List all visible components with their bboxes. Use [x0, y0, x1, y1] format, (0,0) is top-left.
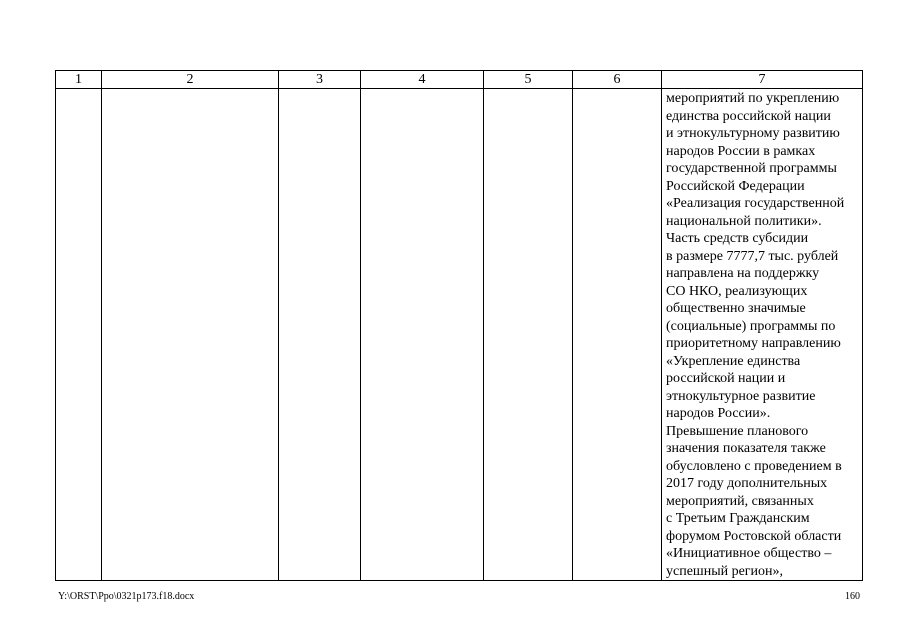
description-line: этнокультурное развитие — [666, 388, 816, 404]
column-header-4: 4 — [361, 71, 484, 89]
description-line: в размере 7777,7 тыс. рублей — [666, 248, 839, 264]
description-line: «Укрепление единства — [666, 353, 801, 369]
description-line: успешный регион», — [666, 563, 784, 579]
column-header-5: 5 — [484, 71, 573, 89]
description-line: обусловлено с проведением в — [666, 458, 842, 474]
description-line: единства российской нации — [666, 108, 831, 124]
table-cell-col-3 — [279, 89, 361, 581]
header-row — [56, 71, 863, 89]
column-header-6: 6 — [573, 71, 662, 89]
footer-file-path: Y:\ORST\Ppo\0321p173.f18.docx — [58, 591, 195, 602]
description-line: 2017 году дополнительных — [666, 476, 828, 491]
description-line: народов России». — [666, 406, 771, 421]
description-line: российской нации и — [666, 371, 786, 386]
column-header-7: 7 — [662, 71, 863, 89]
description-line: национальной политики». — [666, 213, 822, 229]
description-line: Часть средств субсидии — [666, 231, 809, 246]
description-line: с Третьим Гражданским — [666, 511, 810, 526]
description-line: и этнокультурному развитию — [666, 126, 840, 141]
footer-page-number: 160 — [845, 591, 860, 602]
description-line: (социальные) программы по — [666, 318, 836, 334]
description-line: народов России в рамках — [666, 143, 816, 159]
description-line: значения показателя также — [666, 441, 826, 456]
description-line: направлена на поддержку — [666, 266, 820, 281]
table-cell-col-5 — [484, 89, 573, 581]
description-line: общественно значимые — [666, 301, 806, 316]
description-line: приоритетному направлению — [666, 336, 841, 351]
column-header-3: 3 — [279, 71, 361, 89]
description-line: государственной программы — [666, 161, 837, 176]
table-cell-col-2 — [102, 89, 279, 581]
description-line: форумом Ростовской области — [666, 528, 842, 544]
description-line: мероприятий по укреплению — [666, 91, 840, 106]
table-row — [56, 89, 863, 581]
description-line: «Реализация государственной — [666, 196, 845, 211]
column-header-1: 1 — [56, 71, 102, 89]
table-cell-col-6 — [573, 89, 662, 581]
description-line: мероприятий, связанных — [666, 493, 814, 509]
description-cell — [662, 89, 863, 581]
column-header-2: 2 — [102, 71, 279, 89]
table-cell-col-4 — [361, 89, 484, 581]
document-table — [55, 70, 863, 581]
description-line: СО НКО, реализующих — [666, 283, 808, 299]
description-line: Превышение планового — [666, 423, 809, 439]
description-line: Российской Федерации — [666, 178, 805, 194]
table-cell-col-1 — [56, 89, 102, 581]
description-line: «Инициативное общество – — [666, 546, 832, 561]
